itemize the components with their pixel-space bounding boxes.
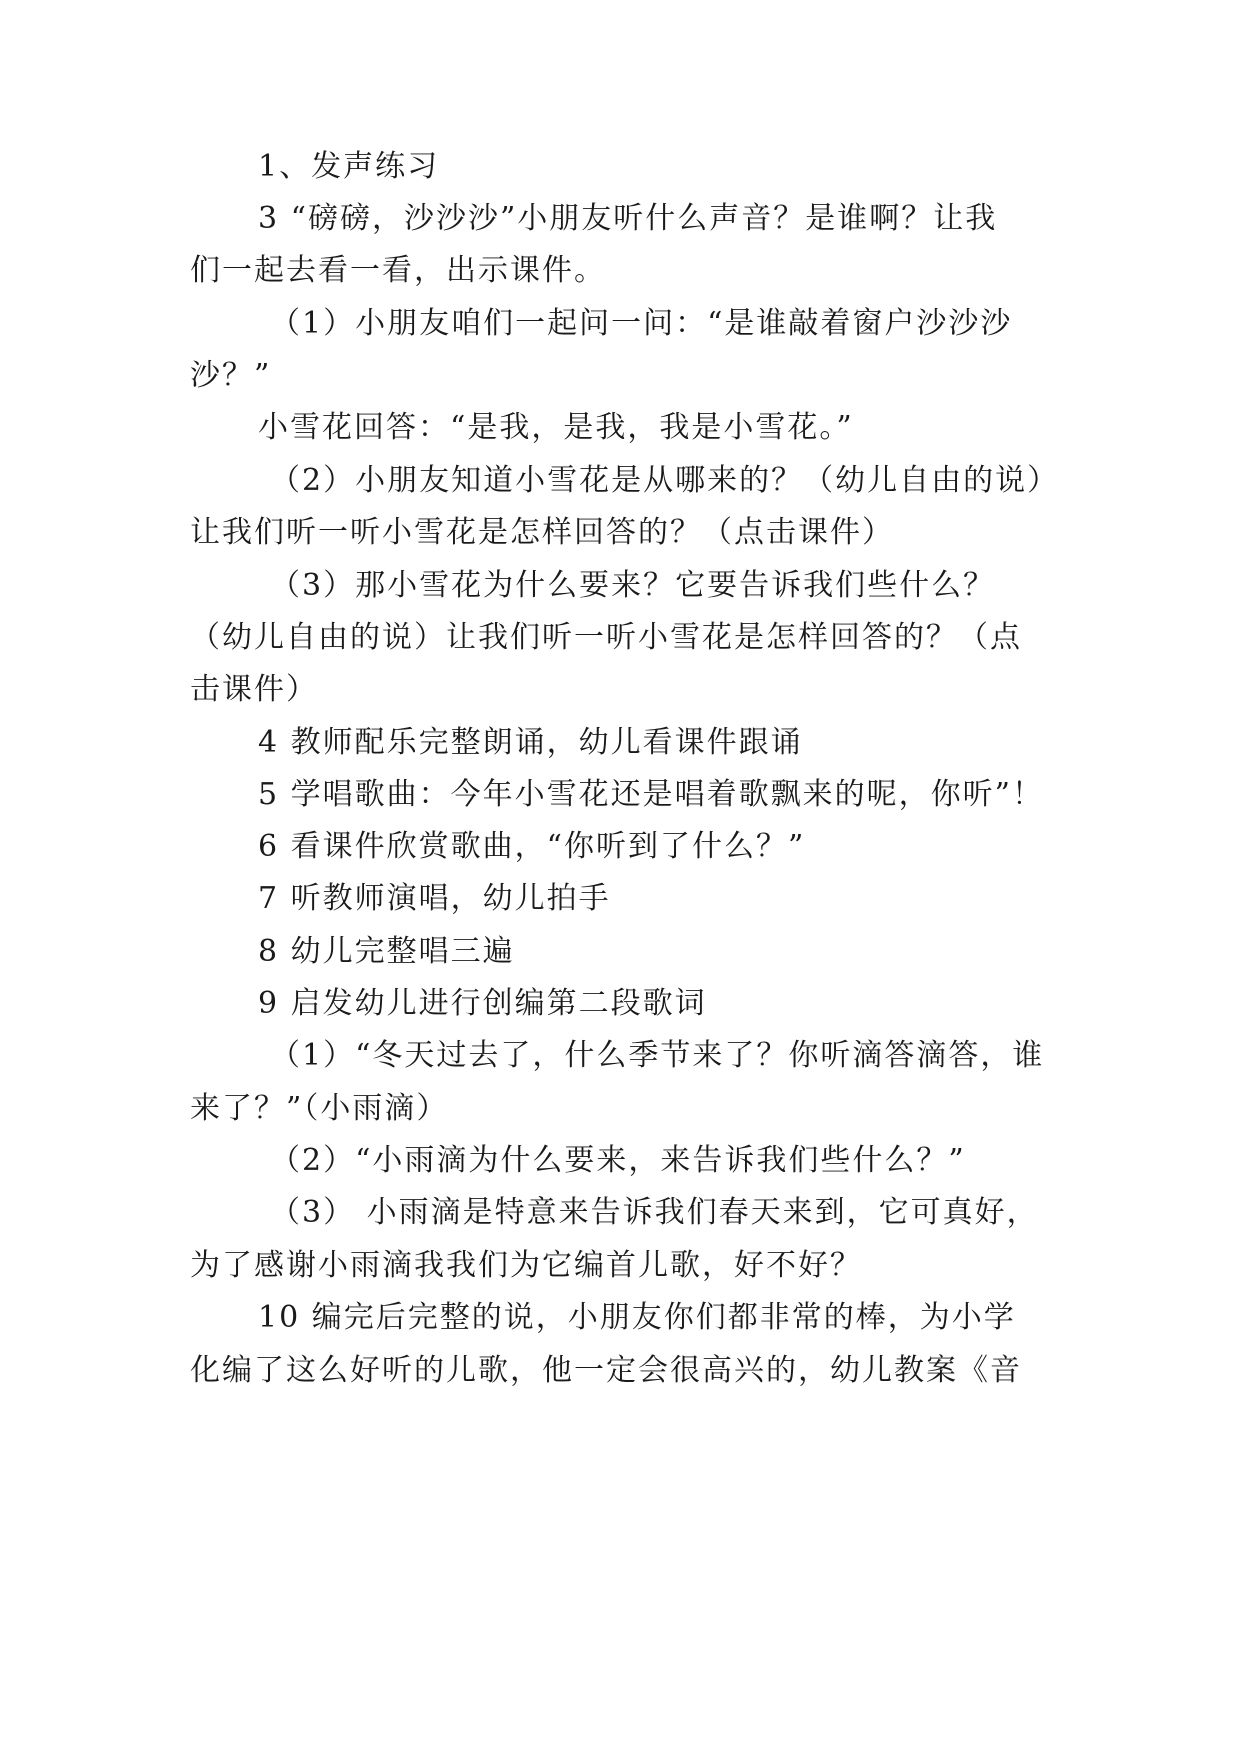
paragraph-line: 6 看课件欣赏歌曲，“你听到了什么？” <box>258 829 806 864</box>
paragraph-line: 来了？”（小雨滴） <box>190 1091 449 1126</box>
paragraph-line: （3）那小雪花为什么要来？它要告诉我们些什么？ <box>270 568 996 603</box>
paragraph-line: 9 启发幼儿进行创编第二段歌词 <box>258 986 707 1021</box>
paragraph-line: 7 听教师演唱，幼儿拍手 <box>258 881 611 916</box>
paragraph-line: 击课件） <box>190 672 318 707</box>
paragraph-line: 4 教师配乐完整朗诵，幼儿看课件跟诵 <box>258 725 803 760</box>
paragraph-line: （1）小朋友咱们一起问一问：“是谁敲着窗户沙沙沙 <box>270 306 1013 341</box>
paragraph-line: （2）小朋友知道小雪花是从哪来的？（幼儿自由的说） <box>270 463 1060 498</box>
paragraph-line: 让我们听一听小雪花是怎样回答的？（点击课件） <box>190 515 894 550</box>
paragraph-line: 3 “磅磅，沙沙沙”小朋友听什么声音？是谁啊？让我 <box>258 201 998 236</box>
paragraph-line: 8 幼儿完整唱三遍 <box>258 934 515 969</box>
paragraph-line: 小雪花回答：“是我，是我，我是小雪花。” <box>258 410 854 445</box>
paragraph-line: 5 学唱歌曲：今年小雪花还是唱着歌飘来的呢，你听”！ <box>258 777 1044 812</box>
paragraph-line: （幼儿自由的说）让我们听一听小雪花是怎样回答的？（点 <box>190 620 1022 655</box>
paragraph-line: 为了感谢小雨滴我我们为它编首儿歌，好不好？ <box>190 1248 862 1283</box>
paragraph-line: 化编了这么好听的儿歌，他一定会很高兴的，幼儿教案《音 <box>190 1353 1022 1388</box>
paragraph-line: （1）“冬天过去了，什么季节来了？你听滴答滴答，谁 <box>270 1038 1045 1073</box>
paragraph-line: （3） 小雨滴是特意来告诉我们春天来到，它可真好， <box>270 1195 1039 1230</box>
paragraph-line: 10 编完后完整的说，小朋友你们都非常的棒，为小学 <box>258 1300 1016 1335</box>
paragraph-line: 们一起去看一看，出示课件。 <box>190 253 606 288</box>
paragraph-line: 沙？” <box>190 358 272 393</box>
heading-vocal-practice: 1、发声练习 <box>258 149 440 184</box>
paragraph-line: （2）“小雨滴为什么要来，来告诉我们些什么？” <box>270 1143 966 1178</box>
